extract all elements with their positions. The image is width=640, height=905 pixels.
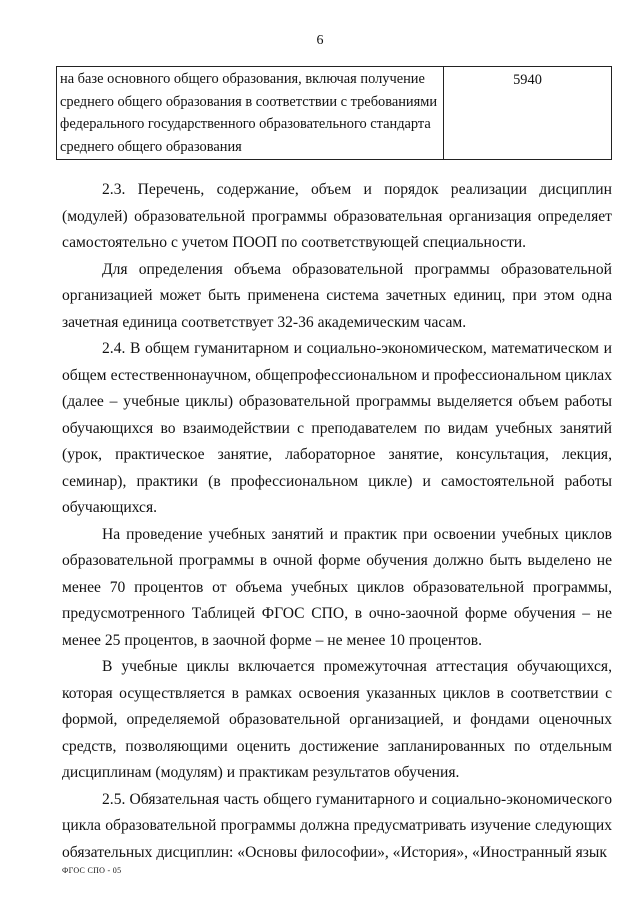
table-cell-description: на базе основного общего образования, включая получение среднего общего образования в соответствии с требованиями федерального государственного образовательного стандарта среднего общего образования	[57, 67, 444, 160]
page-number: 6	[316, 33, 324, 48]
body-text	[62, 177, 612, 866]
footer-label: ФГОС СПО - 05	[62, 866, 122, 875]
paragraph-credit-units: Для определения объема образовательной программы образовательной организацией может быть применена система зачетных единиц, при этом одна зачетная единица соответствует 32-36 академическим часам.	[62, 260, 612, 331]
paragraph-2-3: 2.3. Перечень, содержание, объем и порядок реализации дисциплин (модулей) образовательной программы образовательная организация определяет самостоятельно с учетом ПООП по соответствующей специальности.	[62, 181, 612, 251]
paragraph-2-5: 2.5. Обязательная часть общего гуманитарного и социально-экономического цикла образовательной программы должна предусматривать изучение следующих обязательных дисциплин: «Основы философии», «История», «Иностранный язык	[62, 790, 612, 861]
paragraph-attestation: В учебные циклы включается промежуточная аттестация обучающихся, которая осуществляется в рамках освоения указанных циклов в соответствии с формой, определяемой образовательной организацией, и фондами оценочных средств, позволяющими оценить достижение запланированных по отдельным дисциплинам (модулям) и практикам результатов обучения.	[62, 658, 612, 781]
requirements-table	[56, 66, 612, 160]
paragraph-class-hours: На проведение учебных занятий и практик при освоении учебных циклов образовательной программы в очной форме обучения должно быть выделено не менее 70 процентов от объема учебных циклов образовательной программы, предусмотренного Таблицей ФГОС СПО, в очно-заочной форме обучения – не менее 25 процентов, в заочной форме – не менее 10 процентов.	[62, 525, 612, 649]
table-row	[57, 67, 612, 160]
table-cell-value: 5940	[444, 67, 612, 160]
paragraph-2-4: 2.4. В общем гуманитарном и социально-экономическом, математическом и общем естественнонаучном, общепрофессиональном и профессиональном циклах (далее – учебные циклы) образовательной программы выделяется объем работы обучающихся во взаимодействии с преподавателем по видам учебных занятий (урок, практическое занятие, лабораторное занятие, консультация, лекция, семинар), практики (в профессиональном цикле) и самостоятельной работы обучающихся.	[62, 340, 612, 516]
